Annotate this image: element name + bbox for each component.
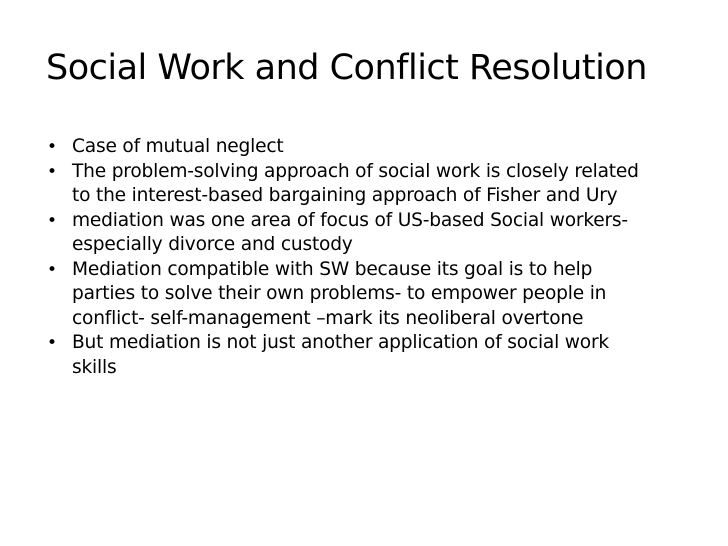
bullet-text-line: The problem-solving approach of social work is closely related (72, 160, 639, 182)
bullet-text-line: Mediation compatible with SW because its goal is to help (72, 258, 593, 280)
bullet-item (47, 331, 707, 380)
bullet-text-line: mediation was one area of focus of US-based Social workers- (72, 209, 628, 231)
bullet-icon: • (47, 333, 57, 353)
bullet-item (47, 258, 707, 332)
bullet-item (47, 209, 707, 258)
bullet-icon: • (47, 259, 57, 280)
bullet-icon: • (47, 210, 57, 231)
bullet-text-line: But mediation is not just another application of social work (72, 332, 609, 353)
bullet-text-line: especially divorce and custody (72, 234, 353, 255)
bullet-item (47, 135, 707, 160)
bullet-text-line: skills (72, 356, 117, 378)
bullet-icon: • (47, 137, 57, 157)
slide-title: Social Work and Conflict Resolution (46, 48, 647, 88)
bullet-text-line: to the interest-based bargaining approach of Fisher and Ury (72, 185, 618, 206)
bullet-text-line: conflict- self-management –mark its neoliberal overtone (72, 307, 584, 329)
bullet-item (47, 160, 707, 209)
bullet-text-line: parties to solve their own problems- to empower people in (72, 283, 607, 304)
bullet-list (47, 135, 707, 380)
bullet-text-line: Case of mutual neglect (72, 136, 284, 157)
bullet-icon: • (47, 161, 57, 182)
